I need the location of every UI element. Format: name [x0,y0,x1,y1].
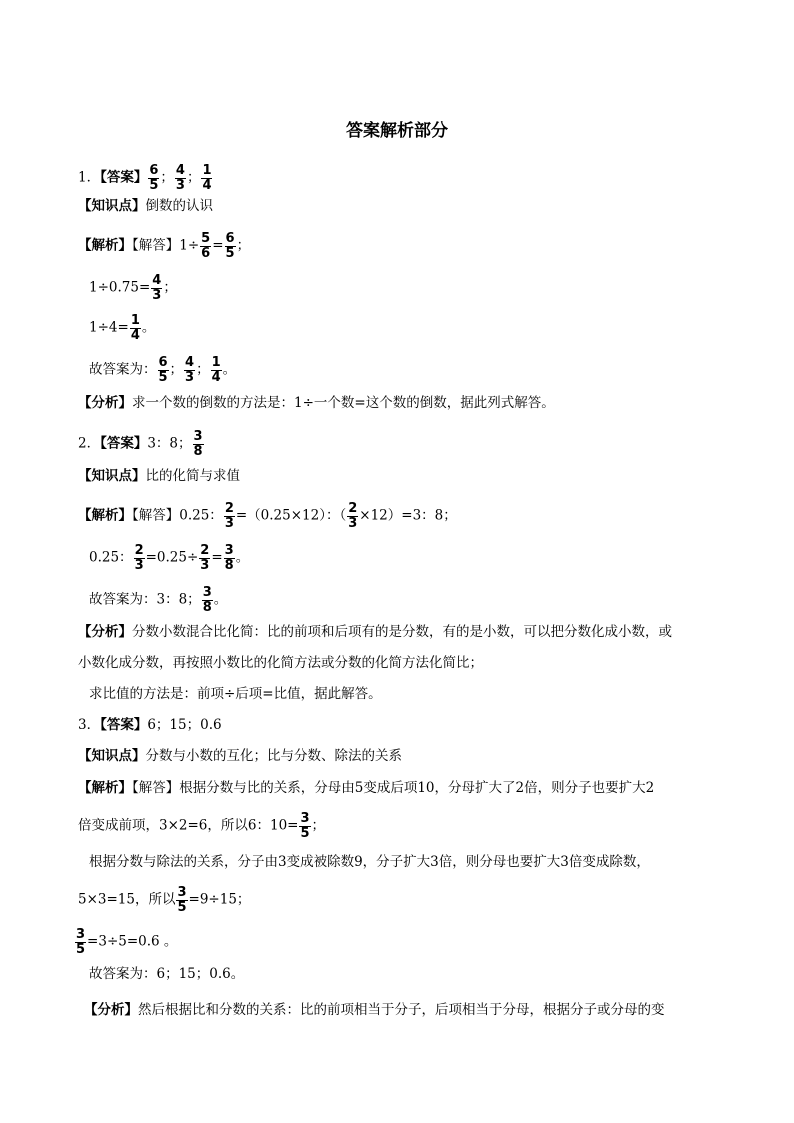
expr-text: ； [311,817,326,834]
q3-number: 3． [78,717,101,733]
q3-solution-tag: 【解答】 [132,780,180,796]
q2-answer-line [78,430,205,458]
fraction-4-3: $\frac{4}{3}$ [152,273,162,304]
expr-text: 故答案为：3：8； [89,591,201,608]
q2-fenxi-text: 小数化成分数，再按照小数比的化简方法或分数的化简方法化简比； [78,655,483,671]
expr-text: 0.25： [179,507,223,524]
q1-final-answer [89,356,236,384]
q2-final-answer [89,586,227,614]
fraction-6-5: $\frac{6}{5}$ [158,355,168,386]
fraction-3-5: $\frac{3}{5}$ [76,927,86,958]
fraction-3-5: $\frac{3}{5}$ [177,885,187,916]
q1-number: 1． [78,169,101,186]
q3-answer-tag: 【答案】 [100,717,148,733]
expr-text: 6；15；0.6 [147,717,222,733]
fraction-3-8: $\frac{3}{8}$ [202,585,212,616]
q2-solution-tag: 【解答】 [132,507,180,524]
fraction-4-3: $\frac{4}{3}$ [175,163,185,194]
q2-knowledge-line [78,466,240,486]
q3-solution-line-4 [78,886,250,914]
q1-knowledge-line [78,196,213,216]
fraction-5-6: $\frac{5}{6}$ [201,231,211,262]
q2-analysis-line-1 [78,622,672,642]
q3-knowledge-tag: 【知识点】 [78,748,146,764]
q1-fenxi-tag: 【分析】 [78,395,132,411]
q1-knowledge-text: 倒数的认识 [145,198,213,214]
q2-fenxi-text: 求比值的方法是：前项÷后项=比值，据此解答。 [89,686,382,702]
q2-number: 2． [78,435,101,452]
fraction-2-3: $\frac{2}{3}$ [134,543,144,574]
expr-text: 1÷ [179,237,200,254]
expr-text: =（0.25×12）：（ [235,507,347,524]
fraction-1-4: $\frac{1}{4}$ [211,355,221,386]
expr-text: 。 [222,361,237,378]
q1-answer-line [78,164,213,192]
q3-fenxi-tag: 【分析】 [84,1002,138,1018]
q2-solution-line-2 [89,544,249,572]
q2-knowledge-tag: 【知识点】 [78,468,146,484]
q1-solution-line-1 [78,232,250,260]
q2-analysis-line-2 [78,653,483,673]
expr-text: ×12）=3：8； [359,507,457,524]
q2-analysis-line-3 [89,684,382,704]
fraction-3-5: $\frac{3}{5}$ [300,811,310,842]
q3-knowledge-text: 分数与小数的互化；比与分数、除法的关系 [145,748,402,764]
q1-analysis-tag: 【解析】 [78,237,132,254]
expr-text: 5×3=15，所以 [78,891,176,908]
fraction-2-3: $\frac{2}{3}$ [200,543,210,574]
expr-text: = [211,549,223,566]
expr-text: 3：8； [147,435,192,452]
q2-fenxi-tag: 【分析】 [78,624,132,640]
fraction-6-5: $\frac{6}{5}$ [225,231,235,262]
q2-analysis-tag: 【解析】 [78,507,132,524]
separator: ； [169,361,184,378]
separator: ； [186,169,201,186]
fraction-2-3: $\frac{2}{3}$ [348,501,358,532]
q1-fenxi-text: 求一个数的倒数的方法是：1÷一个数=这个数的倒数，据此列式解答。 [132,395,555,411]
expr-text: =3÷5=0.6 。 [87,933,178,950]
q1-analysis-line [78,393,555,413]
q3-answer-line [78,715,222,735]
expr-text: 根据分数与比的关系，分母由5变成后项10，分母扩大了2倍，则分子也要扩大2 [179,780,655,796]
q3-knowledge-line [78,746,402,766]
q1-solution-line-3 [89,314,155,342]
expr-text: ； [236,237,251,254]
q1-knowledge-tag: 【知识点】 [78,198,146,214]
q2-knowledge-text: 比的化简与求值 [145,468,240,484]
q3-solution-line-5 [74,928,177,956]
q1-solution-tag: 【解答】 [132,237,180,254]
separator: ； [196,361,210,378]
q2-solution-line-1 [78,502,457,530]
fraction-6-5: $\frac{6}{5}$ [149,163,159,194]
expr-text: 故答案为： [89,361,157,378]
expr-text: =0.25÷ [145,549,199,566]
q3-fenxi-text: 然后根据比和分数的关系：比的前项相当于分子，后项相当于分母，根据分子或分母的变 [138,1002,665,1018]
expr-text: 1÷0.75= [89,279,151,296]
expr-text: =9÷15； [188,891,251,908]
expr-text: 故答案为：6；15；0.6。 [89,966,245,982]
fraction-2-3: $\frac{2}{3}$ [224,501,234,532]
page-title: 答案解析部分 [346,121,448,141]
q3-solution-line-2 [78,812,325,840]
expr-text: 0.25： [89,549,133,566]
fraction-3-8: $\frac{3}{8}$ [224,543,234,574]
q3-solution-line-3 [89,852,650,872]
expr-text: 1÷4= [89,319,129,336]
expr-text: 。 [141,319,156,336]
expr-text: 。 [213,591,228,608]
fraction-1-4: $\frac{1}{4}$ [202,163,212,194]
separator: ； [160,169,174,186]
q3-analysis-line-1 [84,1000,665,1020]
expr-text: = [212,237,224,254]
q2-answer-tag: 【答案】 [100,435,148,452]
q1-answer-tag: 【答案】 [100,169,148,186]
expr-text: 。 [235,549,250,566]
q3-final-answer [89,964,244,984]
q2-fenxi-text: 分数小数混合比化简：比的前项和后项有的是分数，有的是小数，可以把分数化成小数，或 [132,624,672,640]
q3-solution-line-1 [78,778,654,798]
expr-text: 倍变成前项，3×2=6，所以6：10= [78,817,299,834]
fraction-1-4: $\frac{1}{4}$ [130,313,140,344]
expr-text: 根据分数与除法的关系，分子由3变成被除数9，分子扩大3倍，则分母也要扩大3倍变成除数， [89,854,650,870]
fraction-3-8: $\frac{3}{8}$ [193,429,203,460]
fraction-4-3: $\frac{4}{3}$ [185,355,195,386]
q3-analysis-tag: 【解析】 [78,780,132,796]
expr-text: ； [163,279,177,296]
q1-solution-line-2 [89,274,177,302]
